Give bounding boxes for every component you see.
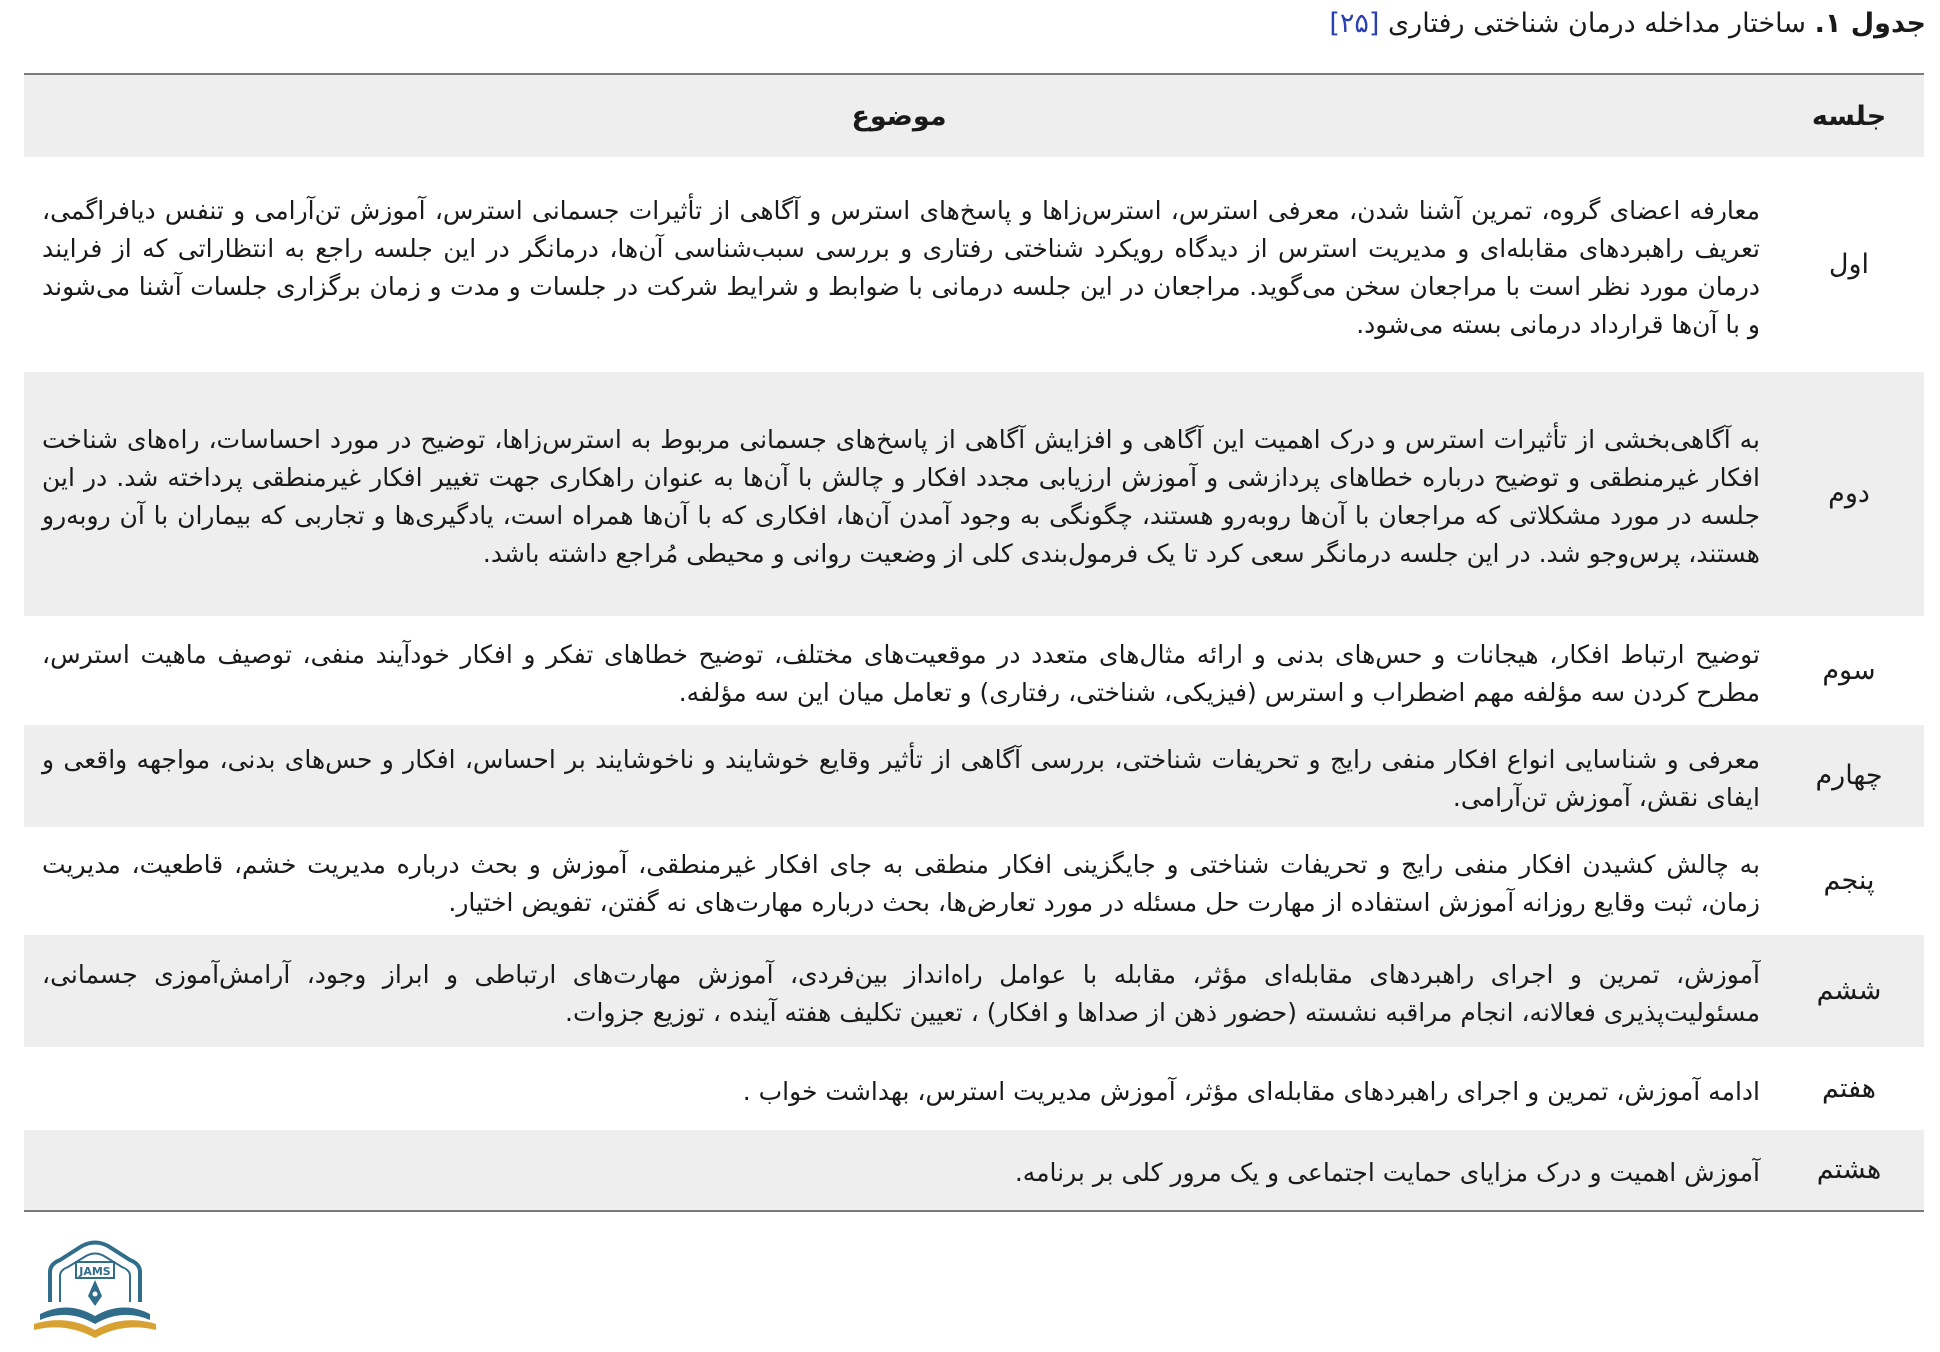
table-row: [24, 934, 1924, 1049]
jams-logo-icon: [30, 1240, 160, 1340]
session-cell: اول: [1774, 159, 1924, 371]
session-cell: دوم: [1774, 371, 1924, 618]
session-cell: هشتم: [1774, 1129, 1924, 1211]
session-cell: ششم: [1774, 934, 1924, 1049]
topic-cell: آموزش، تمرین و اجرای راهبردهای مقابله‌ای مؤثر، مقابله با عوامل راه‌انداز بین‌فردی، آموزش مهارت‌های ارتباطی و ابراز وجود، آرامش‌آموزی جسمانی، مسئولیت‌پذیری فعالانه، انجام مراقبه نشسته (حضور ذهن از صداها و افکار) ، تعیین تکلیف هفته آینده ، توزیع جزوات.: [24, 934, 1774, 1049]
table-row: [24, 1129, 1924, 1211]
table-row: [24, 724, 1924, 829]
topic-cell: معرفی و شناسایی انواع افکار منفی رایج و تحریفات شناختی، بررسی آگاهی از تأثیر وقایع خوشایند و ناخوشایند بر احساس، افکار و حس‌های بدنی، مواجهه واقعی و ایفای نقش، آموزش تن‌آرامی.: [24, 724, 1774, 829]
header-session: جلسه: [1774, 74, 1924, 159]
logo-pen-hole: [93, 1292, 98, 1297]
table-header-row: [24, 74, 1924, 159]
topic-cell: توضیح ارتباط افکار، هیجانات و حس‌های بدنی و ارائه مثال‌های متعدد در موقعیت‌های مختلف، توضیح خطاهای تفکر و افکار خودآیند منفی، توصیف ماهیت استرس، مطرح کردن سه مؤلفه مهم اضطراب و استرس (فیزیکی، شناختی، رفتاری) و تعامل میان این سه مؤلفه.: [24, 618, 1774, 724]
session-cell: سوم: [1774, 618, 1924, 724]
table-row: [24, 1049, 1924, 1129]
caption-reference-link[interactable]: [۲۵]: [1329, 8, 1380, 39]
caption-text: ساختار مداخله درمان شناختی رفتاری: [1388, 8, 1806, 39]
topic-cell: آموزش اهمیت و درک مزایای حمایت اجتماعی و یک مرور کلی بر برنامه.: [24, 1129, 1774, 1211]
table-row: [24, 829, 1924, 934]
topic-cell: ادامه آموزش، تمرین و اجرای راهبردهای مقابله‌ای مؤثر، آموزش مدیریت استرس، بهداشت خواب .: [24, 1049, 1774, 1129]
topic-cell: به آگاهی‌بخشی از تأثیرات استرس و درک اهمیت این آگاهی و افزایش آگاهی از پاسخ‌های جسمانی مربوط به استرس‌زاها، توضیح در مورد احساسات، راه‌های شناخت افکار غیرمنطقی و توضیح درباره خطاهای پردازشی و آموزش ارزیابی مجدد افکار و چالش با آن‌ها به عنوان راهکاری جهت تغییر افکار غیرمنطقی پرداخته شد. در این جلسه در مورد مشکلاتی که مراجعان با آن‌ها روبه‌رو هستند، چگونگی به وجود آمدن آن‌ها، افکاری که با آن‌ها همراه است، یادگیری‌ها و تجاربی که بیماران با آن روبه‌رو هستند، پرس‌وجو شد. در این جلسه درمانگر سعی کرد تا یک فرمول‌بندی کلی از وضعیت روانی و محیطی مُراجع داشته باشد.: [24, 371, 1774, 618]
session-cell: هفتم: [1774, 1049, 1924, 1129]
caption-label: جدول ۱.: [1814, 8, 1926, 39]
session-cell: چهارم: [1774, 724, 1924, 829]
table-row: [24, 159, 1924, 371]
topic-cell: معارفه اعضای گروه، تمرین آشنا شدن، معرفی استرس، استرس‌زاها و پاسخ‌های استرس و آگاهی از تأثیرات جسمانی استرس، آموزش تن‌آرامی و تنفس دیافراگمی، تعریف راهبردهای مقابله‌ای و مدیریت استرس از دیدگاه رویکرد شناختی رفتاری و بررسی سبب‌شناسی آن‌ها، درمانگر در این جلسه راجع به انتظاراتی که از فرایند درمان مورد نظر است با مراجعان سخن می‌گوید. مراجعان در این جلسه درمانی با ضوابط و شرایط شرکت در جلسات و مدت و زمان برگزاری جلسات آشنا می‌شوند و با آن‌ها قرارداد درمانی بسته می‌شود.: [24, 159, 1774, 371]
topic-cell: به چالش کشیدن افکار منفی رایج و تحریفات شناختی و جایگزینی افکار منطقی به جای افکار غیرمنطقی، آموزش و بحث درباره مدیریت خشم، قاطعیت، مدیریت زمان، ثبت وقایع روزانه آموزش استفاده از مهارت حل مسئله در مورد تعارض‌ها، بحث درباره مهارت‌های نه گفتن، تفویض اختیار.: [24, 829, 1774, 934]
session-cell: پنجم: [1774, 829, 1924, 934]
logo-text: JAMS: [79, 1265, 111, 1278]
table-row: [24, 618, 1924, 724]
jams-logo: [30, 1240, 160, 1340]
table-row: [24, 371, 1924, 618]
intervention-table: [24, 73, 1924, 1212]
header-topic: موضوع: [24, 74, 1774, 159]
table-caption: [1329, 6, 1926, 42]
